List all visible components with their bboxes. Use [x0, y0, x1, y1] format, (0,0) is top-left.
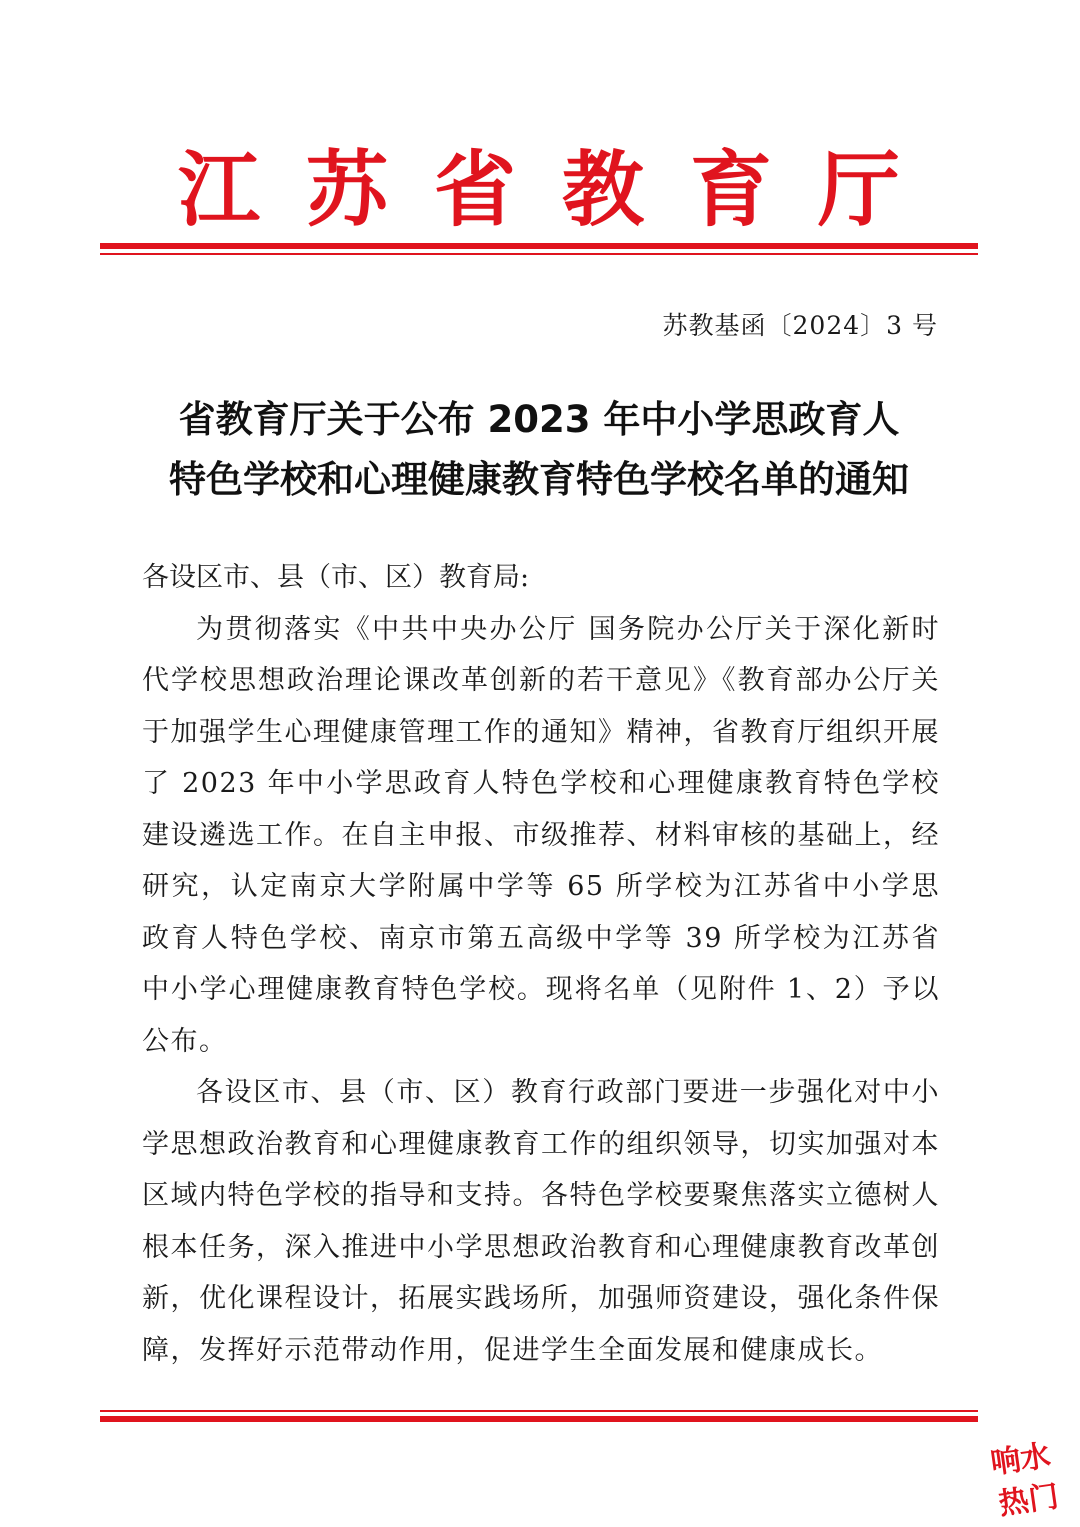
- header-rule-thick: [100, 243, 978, 249]
- footer-rule-thick: [100, 1416, 978, 1422]
- org-char: 苏: [305, 142, 388, 238]
- header-rule-thin: [100, 253, 978, 255]
- org-char: 教: [561, 142, 644, 238]
- org-char: 省: [433, 142, 516, 238]
- document-title: [100, 390, 978, 510]
- watermark-line-2: 热门: [996, 1479, 1061, 1523]
- org-masthead: [100, 140, 978, 240]
- title-line-1: 省教育厅关于公布 2023 年中小学思政育人: [178, 398, 900, 441]
- salutation: 各设区市、县（市、区）教育局:: [142, 562, 530, 593]
- body-paragraph-1: 为贯彻落实《中共中央办公厅 国务院办公厅关于深化新时代学校思想政治理论课改革创新的若干意见》《教育部办公厅关于加强学生心理健康管理工作的通知》精神，省教育厅组织开展了 2023 年中小学思政育人特色学校和心理健康教育特色学校建设遴选工作。在自主申报、市级推荐、材料审核的基础上，经研究，认定南京大学附属中学等 65 所学校为江苏省中小学思政育人特色学校、南京市第五高级中学等 39 所学校为江苏省中小学心理健康教育特色学校。现将名单（见附件 1、2）予以公布。: [142, 613, 940, 1057]
- watermark-line-1: 响水: [988, 1438, 1053, 1482]
- document-number: 苏教基函〔2024〕3 号: [662, 311, 938, 340]
- watermark-logo: [985, 1432, 1075, 1522]
- org-char: 育: [689, 142, 772, 238]
- document-body: [142, 552, 940, 1376]
- footer-rule-thin: [100, 1410, 978, 1412]
- org-char: 江: [178, 142, 261, 238]
- org-char: 厅: [817, 142, 900, 238]
- body-paragraph-2: 各设区市、县（市、区）教育行政部门要进一步强化对中小学思想政治教育和心理健康教育工作的组织领导，切实加强对本区域内特色学校的指导和支持。各特色学校要聚焦落实立德树人根本任务，深入推进中小学思想政治教育和心理健康教育改革创新，优化课程设计，拓展实践场所，加强师资建设，强化条件保障，发挥好示范带动作用，促进学生全面发展和健康成长。: [142, 1077, 940, 1366]
- title-line-2: 特色学校和心理健康教育特色学校名单的通知: [169, 458, 909, 501]
